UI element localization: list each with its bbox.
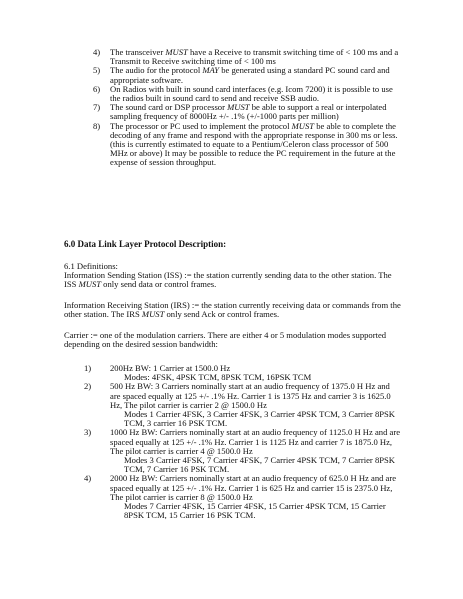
list-item: 4) 2000 Hz BW: Carriers nominally start at an audio frequency of 625.0 H Hz and are spaced equally at 125 +/- .1% Hz. Carrier 1 is 625 Hz and carrier 15 is 2375.0 Hz, The pilot carrier is carrier 8 @ 1500.0 Hz Modes 7 Carrier 4FSK, 15 Carrier 4FSK, 15 Carrier 4PSK TCM, 15 Carrier 8PSK TCM, 15 Carrier 16 PSK TCM. (84, 474, 402, 520)
list-item: 5) The audio for the protocol MAY be generated using a standard PC sound card and appropriate software. (93, 65, 390, 85)
list-item: 4) The transceiver MUST have a Receive to transmit switching time of < 100 ms and a Transmit to Receive switching time of < 100 ms (93, 47, 399, 67)
item-number: 2) (84, 381, 92, 392)
modes-line: Modes 1 Carrier 4FSK, 3 Carrier 4FSK, 3 Carrier 4PSK TCM, 3 Carrier 8PSK TCM, 3 carrier 16 PSK TCM. (124, 409, 396, 429)
list-item: 7) The sound card or DSP processor MUST be able to support a real or interpolated sampling frequency of 8000Hz +/- .1% (+/-1000 parts per million) (93, 102, 387, 122)
bandwidth-list (84, 364, 402, 520)
modes-line: Modes 3 Carrier 4FSK, 7 Carrier 4FSK, 7 Carrier 4PSK TCM, 7 Carrier 8PSK TCM, 7 Carrier 16 PSK TCM. (124, 455, 396, 475)
irs-definition: Information Receiving Station (IRS) := the station currently receiving data or commands from the other station. The IRS MUST only send Ack or control frames. (64, 300, 401, 320)
list-item: 8) The processor or PC used to implement the protocol MUST be able to complete the decoding of any frame and respond with the appropriate response in 300 ms or less. (this is currently estimated to equate to a Pentium/Celeron class processor of 500 MHz or above) It may be possible to reduce the PC requirement in the future at the expense of session throughput. (93, 120, 398, 168)
list-item: 1) 200Hz BW: 1 Carrier at 1500.0 Hz Modes: 4FSK, 4PSK TCM, 8PSK TCM, 16PSK TCM (84, 364, 402, 382)
item-number: 4) (93, 47, 101, 57)
requirements-list (84, 48, 402, 168)
modes-line: Modes: 4FSK, 4PSK TCM, 8PSK TCM, 16PSK TCM (124, 372, 312, 383)
item-number: 7) (93, 102, 101, 113)
item-number: 5) (93, 65, 101, 76)
modes-line: Modes 7 Carrier 4FSK, 15 Carrier 4FSK, 15 Carrier 4PSK TCM, 15 Carrier 8PSK TCM, 15 Carrier 16 PSK TCM. (124, 501, 386, 521)
carrier-definition: Carrier := one of the modulation carriers. There are either 4 or 5 modulation modes supported depending on the desired session bandwidth: (64, 330, 387, 350)
item-number: 6) (93, 83, 101, 94)
item-number: 8) (93, 120, 101, 131)
iss-definition: Information Sending Station (ISS) := the station currently sending data to the other station. The ISS MUST only send data or control frames. (64, 270, 392, 290)
list-item: 3) 1000 Hz BW: Carriers nominally start at an audio frequency of 1125.0 H Hz and are spaced equally at 125 +/- .1% Hz. Carrier 1 is 1125 Hz and carrier 7 is 1875.0 Hz, The pilot carrier is carrier 4 @ 1500.0 Hz Modes 3 Carrier 4FSK, 7 Carrier 4FSK, 7 Carrier 4PSK TCM, 7 Carrier 8PSK TCM, 7 Carrier 16 PSK TCM. (84, 427, 401, 475)
list-item: 2) 500 Hz BW: 3 Carriers nominally start at an audio frequency of 1375.0 H Hz and are spaced equally at 125 +/- .1% Hz. Carrier 1 is 1375 Hz and carrier 3 is 1625.0 Hz, The pilot carrier is carrier 2 @ 1500.0 Hz Modes 1 Carrier 4FSK, 3 Carrier 4FSK, 3 Carrier 4PSK TCM, 3 Carrier 8PSK TCM, 3 carrier 16 PSK TCM. (84, 382, 402, 428)
item-number: 4) (84, 473, 92, 484)
list-item: 6) On Radios with built in sound card interfaces (e.g. Icom 7200) it is possible to use the radios built in sound card to send and receive SSB audio. (93, 83, 393, 104)
item-number: 3) (84, 427, 92, 438)
definitions-heading: 6.1 Definitions: (64, 261, 118, 271)
section-title: 6.0 Data Link Layer Protocol Description: (64, 239, 227, 249)
item-number: 1) (84, 363, 92, 373)
